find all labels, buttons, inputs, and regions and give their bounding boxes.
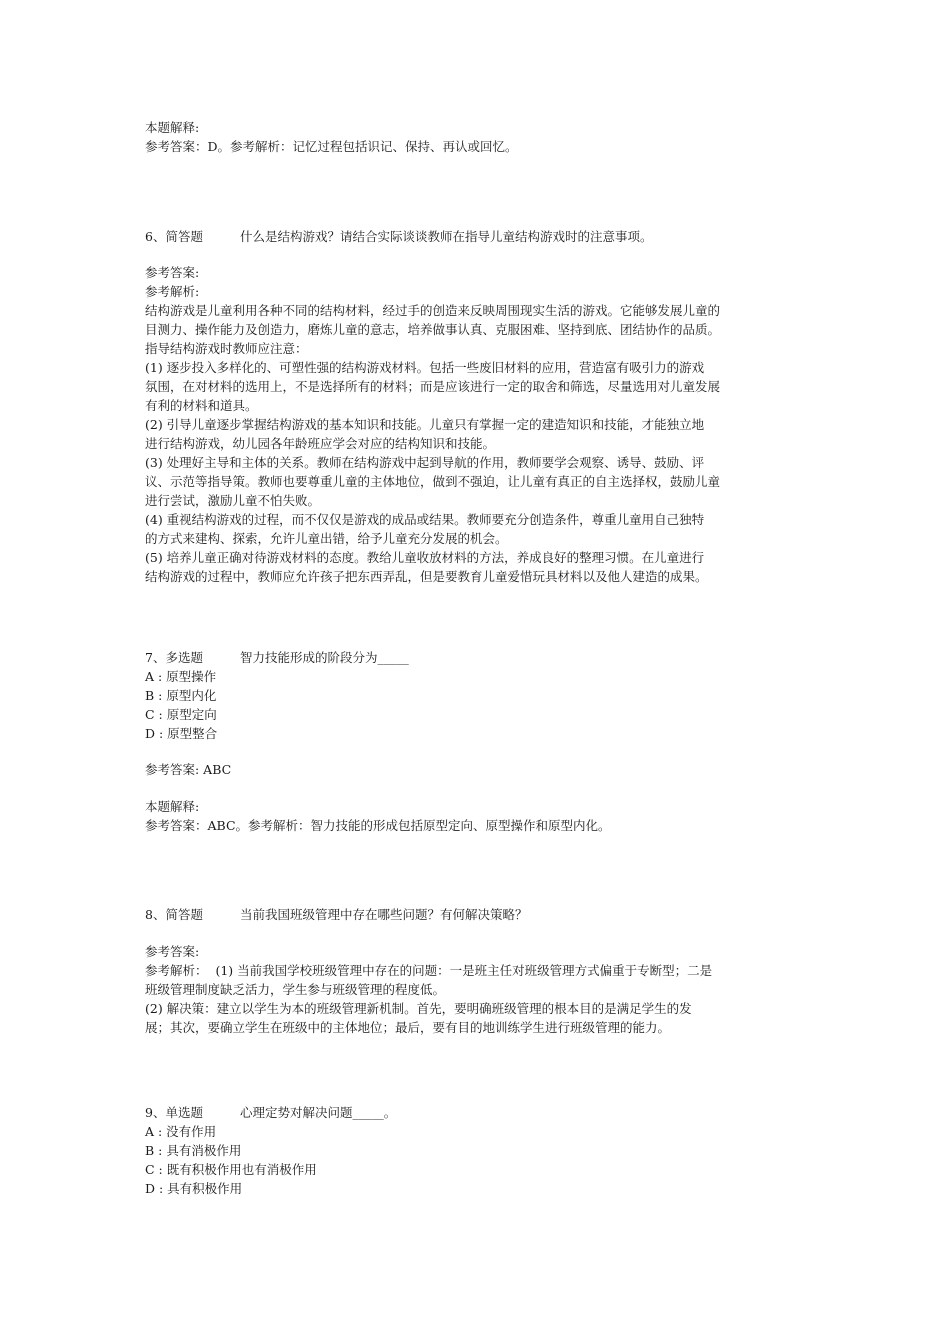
option-c: C : 原型定向: [145, 707, 217, 722]
analysis-line: (2) 引导儿童逐步掌握结构游戏的基本知识和技能。儿童只有掌握一定的建造知识和技能，才能独立地: [145, 417, 705, 432]
question-text: 当前我国班级管理中存在哪些问题？有何解决策略？: [240, 907, 528, 922]
analysis-line: 结构游戏的过程中，教师应允许孩子把东西弄乱，但是要教育儿童爱惜玩具材料以及他人建造的成果。: [145, 569, 708, 584]
analysis-line: 展；其次，要确立学生在班级中的主体地位；最后，要有目的地训练学生进行班级管理的能力。: [145, 1020, 671, 1035]
question-8-answer: [145, 942, 810, 1037]
analysis-line: 有利的材料和道具。: [145, 398, 258, 413]
option-b: B : 具有消极作用: [145, 1143, 242, 1158]
analysis-line: 指导结构游戏时教师应注意：: [145, 341, 308, 356]
option-b: B : 原型内化: [145, 688, 217, 703]
analysis-line: 氛围，在对材料的选用上，不是选择所有的材料；而是应该进行一定的取舍和筛选，尽量选用对儿童发展: [145, 379, 721, 394]
analysis-line: 议、示范等指导策。教师也要尊重儿童的主体地位，做到不强迫，让儿童有真正的自主选择权，鼓励儿童: [145, 474, 721, 489]
analysis-line: 结构游戏是儿童利用各种不同的结构材料，经过手的创造来反映周围现实生活的游戏。它能够发展儿童的: [145, 303, 721, 318]
analysis-line: 进行结构游戏，幼儿园各年龄班应学会对应的结构知识和技能。: [145, 436, 496, 451]
question-header: [145, 1103, 810, 1122]
analysis-line: (5) 培养儿童正确对待游戏材料的态度。教给儿童收放材料的方法，养成良好的整理习惯。在儿童进行: [145, 550, 705, 565]
question-7: [145, 648, 810, 743]
question-number-type: 9、单选题: [145, 1105, 203, 1120]
analysis-label: 参考解析:: [145, 284, 200, 299]
analysis-line: 的方式来建构、探索，允许儿童出错，给予儿童充分发展的机会。: [145, 531, 508, 546]
question-6: [145, 227, 810, 246]
analysis-line: (1) 逐步投入多样化的、可塑性强的结构游戏材料。包括一些废旧材料的应用，营造富有吸引力的游戏: [145, 360, 705, 375]
question-number-type: 8、简答题: [145, 907, 203, 922]
question-8: [145, 905, 810, 924]
analysis-line: 目测力、操作能力及创造力，磨炼儿童的意志，培养做事认真、克服困难、坚持到底、团结协作的品质。: [145, 322, 721, 337]
explain-text: 参考答案：ABC。参考解析：智力技能的形成包括原型定向、原型操作和原型内化。: [145, 818, 611, 833]
analysis-line: 班级管理制度缺乏活力，学生参与班级管理的程度低。: [145, 982, 446, 997]
question-9: [145, 1103, 810, 1198]
explain-text: 参考答案：D。参考解析：记忆过程包括识记、保持、再认或回忆。: [145, 139, 518, 154]
question-number-type: 7、多选题: [145, 650, 203, 665]
option-a: A : 原型操作: [145, 669, 217, 684]
question-text: 心理定势对解决问题_____。: [240, 1105, 397, 1120]
analysis-line: 进行尝试，激励儿童不怕失败。: [145, 493, 321, 508]
analysis-line: (4) 重视结构游戏的过程，而不仅仅是游戏的成品或结果。教师要充分创造条件，尊重儿童用自己独特: [145, 512, 705, 527]
option-c: C : 既有积极作用也有消极作用: [145, 1162, 317, 1177]
option-a: A : 没有作用: [145, 1124, 217, 1139]
option-d: D : 具有积极作用: [145, 1181, 243, 1196]
question-number-type: 6、简答题: [145, 229, 203, 244]
question-text: 什么是结构游戏？请结合实际谈谈教师在指导儿童结构游戏时的注意事项。: [240, 229, 653, 244]
question-header: [145, 648, 810, 667]
question-text: 智力技能形成的阶段分为_____: [240, 650, 409, 665]
question-header: [145, 227, 810, 246]
option-d: D : 原型整合: [145, 726, 218, 741]
analysis-line: (2) 解决策：建立以学生为本的班级管理新机制。首先，要明确班级管理的根本目的是满足学生的发: [145, 1001, 692, 1016]
analysis-line: (3) 处理好主导和主体的关系。教师在结构游戏中起到导航的作用，教师要学会观察、诱导、鼓励、评: [145, 455, 705, 470]
question-7-answer: [145, 760, 810, 779]
question-7-explanation: [145, 797, 810, 835]
question-6-answer: [145, 263, 810, 586]
analysis-line: 参考解析： (1) 当前我国学校班级管理中存在的问题：一是班主任对班级管理方式偏重于专断型；二是: [145, 963, 713, 978]
answer-label: 参考答案:: [145, 265, 200, 280]
q5-explanation: [145, 118, 810, 156]
answer-text: 参考答案: ABC: [145, 762, 232, 777]
question-header: [145, 905, 810, 924]
explain-label: 本题解释:: [145, 799, 200, 814]
answer-label: 参考答案:: [145, 944, 200, 959]
explain-label: 本题解释:: [145, 120, 200, 135]
